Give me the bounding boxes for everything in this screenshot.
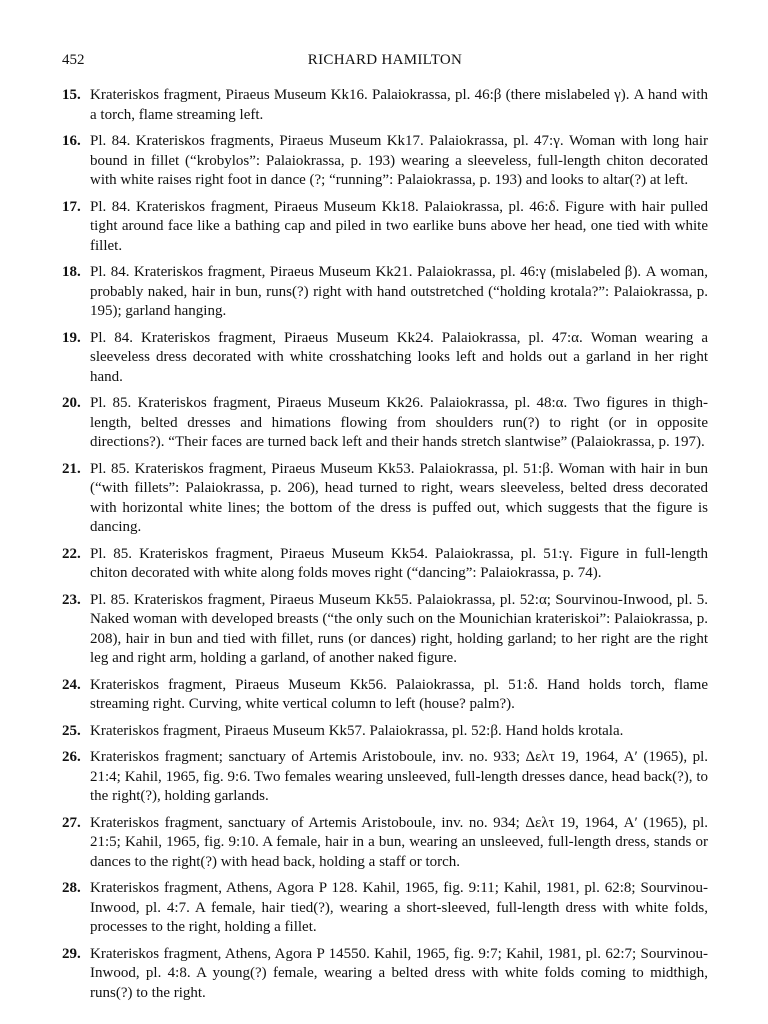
entry-text: Pl. 84. Krateriskos fragments, Piraeus Museum Kk17. Palaiokrassa, pl. 47:γ. Woman with long hair bound in fillet (“krobylos”: Palaiokrassa, p. 193) wearing a sleeveless, full-length chiton decorated with white raises right foot in dance (?; “running”: Palaiokrassa, p. 193) and looks to altar(?) at left. bbox=[90, 133, 708, 188]
catalogue-entry bbox=[62, 394, 708, 453]
entry-number: 21. bbox=[62, 460, 81, 477]
entry-number: 27. bbox=[62, 814, 81, 831]
entry-text: Krateriskos fragment, Piraeus Museum Kk57. Palaiokrassa, pl. 52:β. Hand holds krotala. bbox=[90, 722, 624, 739]
running-head: RICHARD HAMILTON bbox=[307, 52, 463, 68]
page-header bbox=[62, 52, 708, 72]
catalogue-entry bbox=[62, 263, 708, 322]
page-number: 452 bbox=[62, 52, 85, 68]
entry-number: 20. bbox=[62, 395, 81, 411]
entry-text: Krateriskos fragment, Piraeus Museum Kk16. Palaiokrassa, pl. 46:β (there mislabeled γ). A hand with a torch, flame streaming left. bbox=[90, 87, 708, 123]
entry-text: Krateriskos fragment, Athens, Agora P 14550. Kahil, 1965, fig. 9:7; Kahil, 1981, pl. 62:7; Sourvinou-Inwood, pl. 4:8. A young(?) female, wearing a belted dress with white folds coming to midthigh, runs(?) to the right. bbox=[90, 945, 708, 1001]
entry-text: Pl. 85. Krateriskos fragment, Piraeus Museum Kk53. Palaiokrassa, pl. 51:β. Woman with hair in bun (“with fillets”: Palaiokrassa, p. 206), head turned to right, wears sleeveless, belted dress decorated with horizontal white lines; the bottom of the dress is puffed out, which suggests that the figure is dancing. bbox=[90, 460, 708, 535]
catalogue-entry bbox=[62, 460, 708, 538]
entry-text: Krateriskos fragment, Piraeus Museum Kk56. Palaiokrassa, pl. 51:δ. Hand holds torch, flame streaming right. Curving, white vertical column to left (house? palm?). bbox=[90, 676, 708, 712]
entry-text: Pl. 84. Krateriskos fragment, Piraeus Museum Kk21. Palaiokrassa, pl. 46:γ (mislabeled β). A woman, probably naked, hair in bun, runs(?) right with hand outstretched (“holding krotala?”: Palaiokrassa, p. 195); garland hanging. bbox=[90, 264, 708, 319]
entry-number: 18. bbox=[62, 264, 81, 280]
catalogue-entry bbox=[62, 814, 708, 873]
catalogue-entry bbox=[62, 545, 708, 584]
entry-text: Pl. 84. Krateriskos fragment, Piraeus Museum Kk18. Palaiokrassa, pl. 46:δ. Figure with hair pulled tight around face like a bathing cap and piled in two earlike buns above her head, one tied with white fillet. bbox=[90, 198, 708, 254]
catalogue-entry bbox=[62, 198, 708, 257]
catalogue-entry bbox=[62, 676, 708, 715]
entry-number: 29. bbox=[62, 945, 81, 962]
entry-text: Pl. 85. Krateriskos fragment, Piraeus Museum Kk54. Palaiokrassa, pl. 51:γ. Figure in full-length chiton decorated with white along folds moves right (“dancing”: Palaiokrassa, p. 74). bbox=[90, 545, 708, 581]
entry-text: Pl. 85. Krateriskos fragment, Piraeus Museum Kk55. Palaiokrassa, pl. 52:α; Sourvinou-Inwood, pl. 5. Naked woman with developed breasts (“the only such on the Mounichian krateriskoi”: Palaiokrassa, p. 208), hair in bun and tied with fillet, runs (or dances) right, holding garland; to her right are the right leg and right arm, holding a garland, of another naked figure. bbox=[90, 591, 708, 666]
catalogue-entry bbox=[62, 591, 708, 669]
catalogue-entries bbox=[62, 86, 708, 1010]
entry-text: Krateriskos fragment, sanctuary of Artemis Aristoboule, inv. no. 934; Δελτ 19, 1964, A′ (1965), pl. 21:5; Kahil, 1965, fig. 9:10. A female, hair in a bun, wearing an unsleeved, full-length dress, stands or dances to the right(?) with head back, holding a staff or torch. bbox=[90, 814, 708, 870]
entry-number: 15. bbox=[62, 87, 81, 103]
entry-number: 16. bbox=[62, 133, 81, 149]
entry-number: 26. bbox=[62, 749, 81, 765]
catalogue-entry bbox=[62, 879, 708, 938]
catalogue-entry bbox=[62, 132, 708, 191]
entry-number: 25. bbox=[62, 722, 81, 739]
catalogue-entry bbox=[62, 329, 708, 388]
entry-number: 22. bbox=[62, 545, 81, 562]
catalogue-entry bbox=[62, 86, 708, 125]
entry-number: 17. bbox=[62, 198, 81, 215]
entry-number: 19. bbox=[62, 329, 81, 346]
entry-number: 24. bbox=[62, 676, 81, 693]
entry-number: 28. bbox=[62, 880, 81, 896]
catalogue-entry bbox=[62, 722, 708, 742]
entry-text: Krateriskos fragment, Athens, Agora P 128. Kahil, 1965, fig. 9:11; Kahil, 1981, pl. 62:8; Sourvinou-Inwood, pl. 4:7. A female, hair tied(?), wearing a short-sleeved, full-length dress with white folds, processes to the right, holding a fillet. bbox=[90, 880, 708, 935]
entry-text: Pl. 85. Krateriskos fragment, Piraeus Museum Kk26. Palaiokrassa, pl. 48:α. Two figures in thigh-length, belted dresses and himations flowing from shoulders run(?) to right (or in opposite directions?). “Their faces are turned back left and their hands stretch slantwise” (Palaiokrassa, p. 197). bbox=[90, 395, 708, 450]
entry-text: Krateriskos fragment; sanctuary of Artemis Aristoboule, inv. no. 933; Δελτ 19, 1964, A′ (1965), pl. 21:4; Kahil, 1965, fig. 9:6. Two females wearing unsleeved, full-length dresses dance, head back(?), to the right(?), holding garlands. bbox=[90, 749, 708, 804]
entry-number: 23. bbox=[62, 591, 81, 608]
catalogue-entry bbox=[62, 945, 708, 1004]
catalogue-entry bbox=[62, 748, 708, 807]
entry-text: Pl. 84. Krateriskos fragment, Piraeus Museum Kk24. Palaiokrassa, pl. 47:α. Woman wearing a sleeveless dress decorated with white crosshatching looks left and holds out a garland in her right hand. bbox=[90, 329, 708, 385]
